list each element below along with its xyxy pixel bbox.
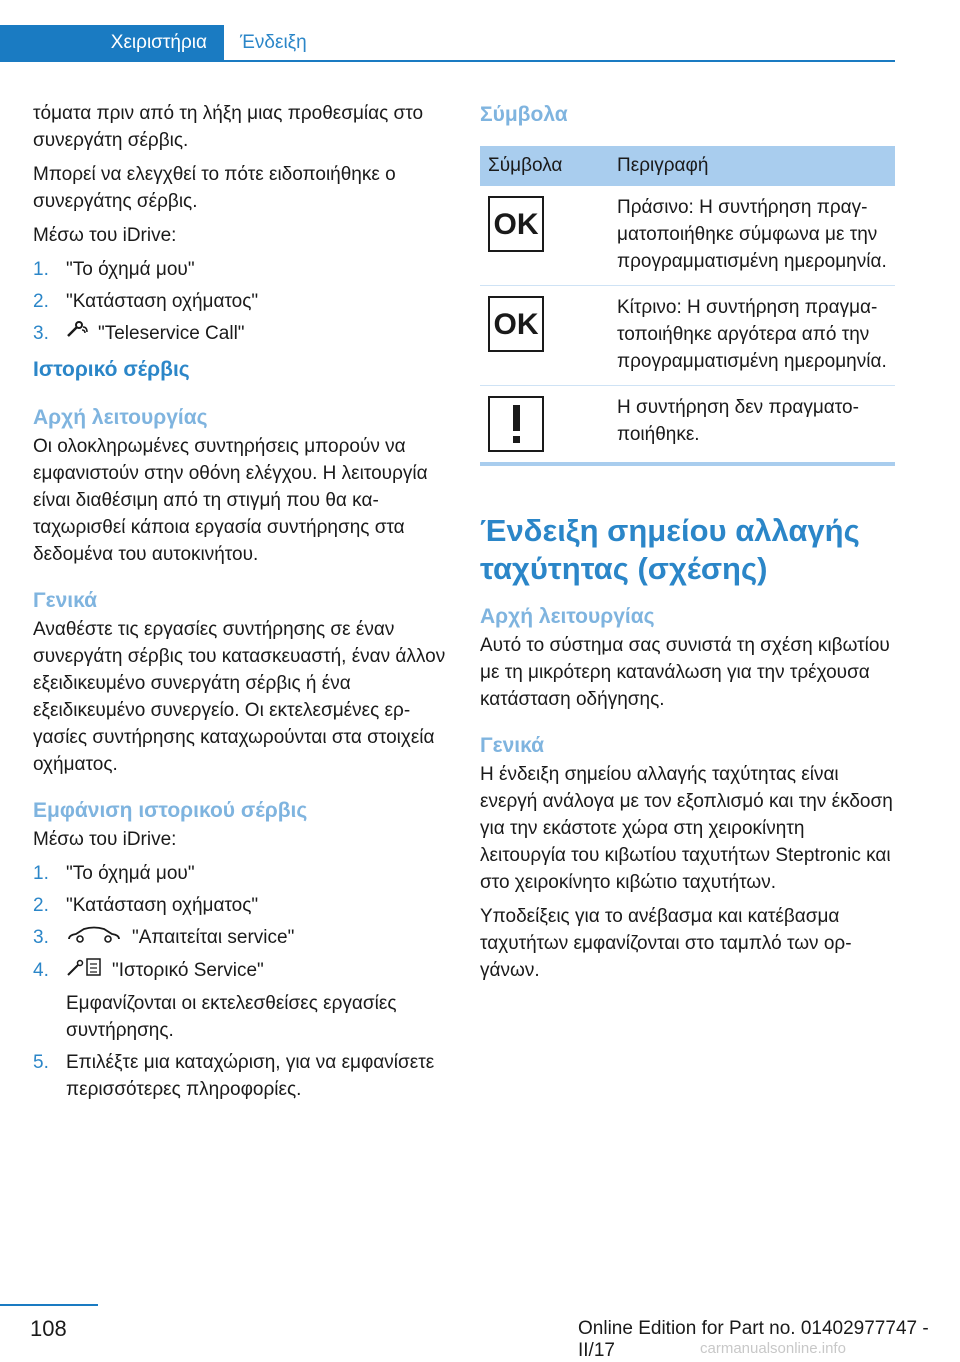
car-icon xyxy=(66,925,122,952)
paragraph: Μπορεί να ελεγχθεί το πότε ειδοποιήθηκε ο συνεργάτης σέρβις. xyxy=(33,164,396,212)
table-cell xyxy=(480,286,609,386)
paragraph: Αυτό το σύστημα σας συνιστά τη σχέση κιβωτίου με τη μικρότερη κατανάλωση για την τρέχουσα κατάσταση οδήγησης. xyxy=(480,635,890,710)
paragraph: Αναθέστε τις εργασίες συντήρησης σε έναν συνεργάτη σέρβις του κατασκευαστή, έναν άλλον εξειδικευμένο συνεργάτη σέρβις ή ένα εξειδικευμένο συνεργείο. Οι εκτελεσμένες εργασίες συντήρησης καταχωρούνται στα στοιχεία οχήματος. xyxy=(33,619,446,776)
header-bar xyxy=(0,0,895,62)
header-divider xyxy=(0,60,895,62)
section-title-history: Ιστορικό σέρβις xyxy=(33,358,190,382)
step-number: 1. xyxy=(33,863,49,885)
paragraph: Μέσω του iDrive: xyxy=(33,829,177,851)
paragraph: Υποδείξεις για το ανέβασμα και κατέβασμα ταχυτήτων εμφανίζονται στο ταμπλό των οργάνων. xyxy=(480,906,852,981)
table-row xyxy=(480,386,895,465)
tab-display[interactable] xyxy=(224,25,323,61)
table-row xyxy=(480,286,895,386)
step-text: "Teleservice Call" xyxy=(98,323,245,344)
footer-divider xyxy=(0,1304,98,1306)
step-text: "Το όχημά μου" xyxy=(66,259,195,280)
table-row xyxy=(480,186,895,286)
table-cell xyxy=(480,386,609,465)
step-number: 3. xyxy=(33,323,49,344)
steps-list-teleservice xyxy=(33,256,448,347)
step-text: "Κατάσταση οχήματος" xyxy=(66,895,259,917)
page-number: 108 xyxy=(30,1316,67,1341)
list-item xyxy=(33,860,448,887)
symbols-table xyxy=(480,146,895,466)
tab-display-label: Ένδειξη xyxy=(240,32,307,53)
step-number: 4. xyxy=(33,959,49,981)
paragraph: Η ένδειξη σημείου αλλαγής ταχύτητας είναι ενεργή ανάλογα με τον εξοπλισμό και την έκδοση για την εκάστοτε χώρα στη χειροκίνητη λειτουργία του κιβωτίου ταχυτήτων Steptronic και στο χειροκίνητο κιβώτιο ταχυτήτων. xyxy=(480,764,893,893)
list-item xyxy=(33,924,448,951)
list-item xyxy=(33,256,448,283)
list-item xyxy=(33,892,448,919)
table-cell: Η συντήρηση δεν πραγματοποιήθηκε. xyxy=(609,386,895,465)
step-text: "Κατάσταση οχήματος" xyxy=(66,291,259,312)
step-text: "Το όχημά μου" xyxy=(66,863,195,885)
step-text: "Απαιτείται service" xyxy=(132,927,295,949)
table-header-row xyxy=(480,146,895,186)
wrench-icon xyxy=(66,320,88,347)
tab-controls-label: Χειριστήρια xyxy=(110,32,207,53)
table-cell: Κίτρινο: Η συντήρηση πραγματοποιήθηκε αργότερα από την προγραμματισμένη ημερομηνία. xyxy=(609,286,895,386)
subsection-title: Γενικά xyxy=(480,734,545,757)
subsection-title: Αρχή λειτουργίας xyxy=(33,406,208,430)
list-item xyxy=(33,288,448,315)
ok-yellow-icon xyxy=(488,296,544,352)
list-item xyxy=(33,320,448,347)
table-cell: Πράσινο: Η συντήρηση πραγματοποιήθηκε σύμφωνα με την προγραμματισμένη ημερομηνία. xyxy=(609,186,895,286)
step-number: 3. xyxy=(33,927,49,949)
table-cell xyxy=(480,186,609,286)
paragraph: Οι ολοκληρωμένες συντηρήσεις μπορούν να εμφανιστούν στην οθόνη ελέγχου. Η λειτουργία είναι διαθέσιμη από τη στιγμή που θα καταχωρισθεί κάποια εργασία συντήρησης στα δεδομένα του αυτοκινήτου. xyxy=(33,436,428,566)
step-text: "Ιστορικό Service" xyxy=(112,959,264,981)
right-column xyxy=(480,100,895,991)
list-item xyxy=(33,957,448,1044)
list-item xyxy=(33,1049,448,1103)
subsection-title: Εμφάνιση ιστορικού σέρβις xyxy=(33,799,308,823)
step-number: 1. xyxy=(33,259,49,280)
steps-list-history xyxy=(33,860,448,1102)
left-column xyxy=(33,100,448,1111)
service-history-icon xyxy=(66,957,102,985)
subsection-title: Γενικά xyxy=(33,589,98,613)
section-title-symbols: Σύμβολα xyxy=(480,103,568,126)
step-number: 2. xyxy=(33,895,49,917)
symbol-text: OK xyxy=(493,307,539,341)
edition-text: Online Edition for Part no. 01402977747 - II/17 xyxy=(578,1318,929,1361)
symbol-text: OK xyxy=(493,207,539,241)
paragraph: τόματα πριν από τη λήξη μιας προθεσμίας στο συνεργάτη σέρβις. xyxy=(33,103,424,151)
paragraph: Μέσω του iDrive: xyxy=(33,225,177,246)
step-number: 5. xyxy=(33,1051,49,1073)
exclamation-icon xyxy=(488,396,544,452)
table-header-cell: Σύμβολα xyxy=(480,146,609,186)
section-title-shift-indicator: Ένδειξη σημείου αλλαγής ταχύτητας (σχέσης) xyxy=(480,513,860,586)
watermark: carmanualsonline.info xyxy=(700,1340,846,1357)
step-text: Επιλέξτε μια καταχώριση, για να εμφανίσετε περισσότερες πληροφορίες. xyxy=(66,1051,435,1100)
subsection-title: Αρχή λειτουργίας xyxy=(480,605,655,628)
step-subtext: Εμφανίζονται οι εκτελεσθείσες εργασίες συντήρησης. xyxy=(66,992,397,1041)
tab-controls[interactable] xyxy=(0,25,224,61)
ok-green-icon xyxy=(488,196,544,252)
table-header-cell: Περιγραφή xyxy=(609,146,895,186)
step-number: 2. xyxy=(33,291,49,312)
